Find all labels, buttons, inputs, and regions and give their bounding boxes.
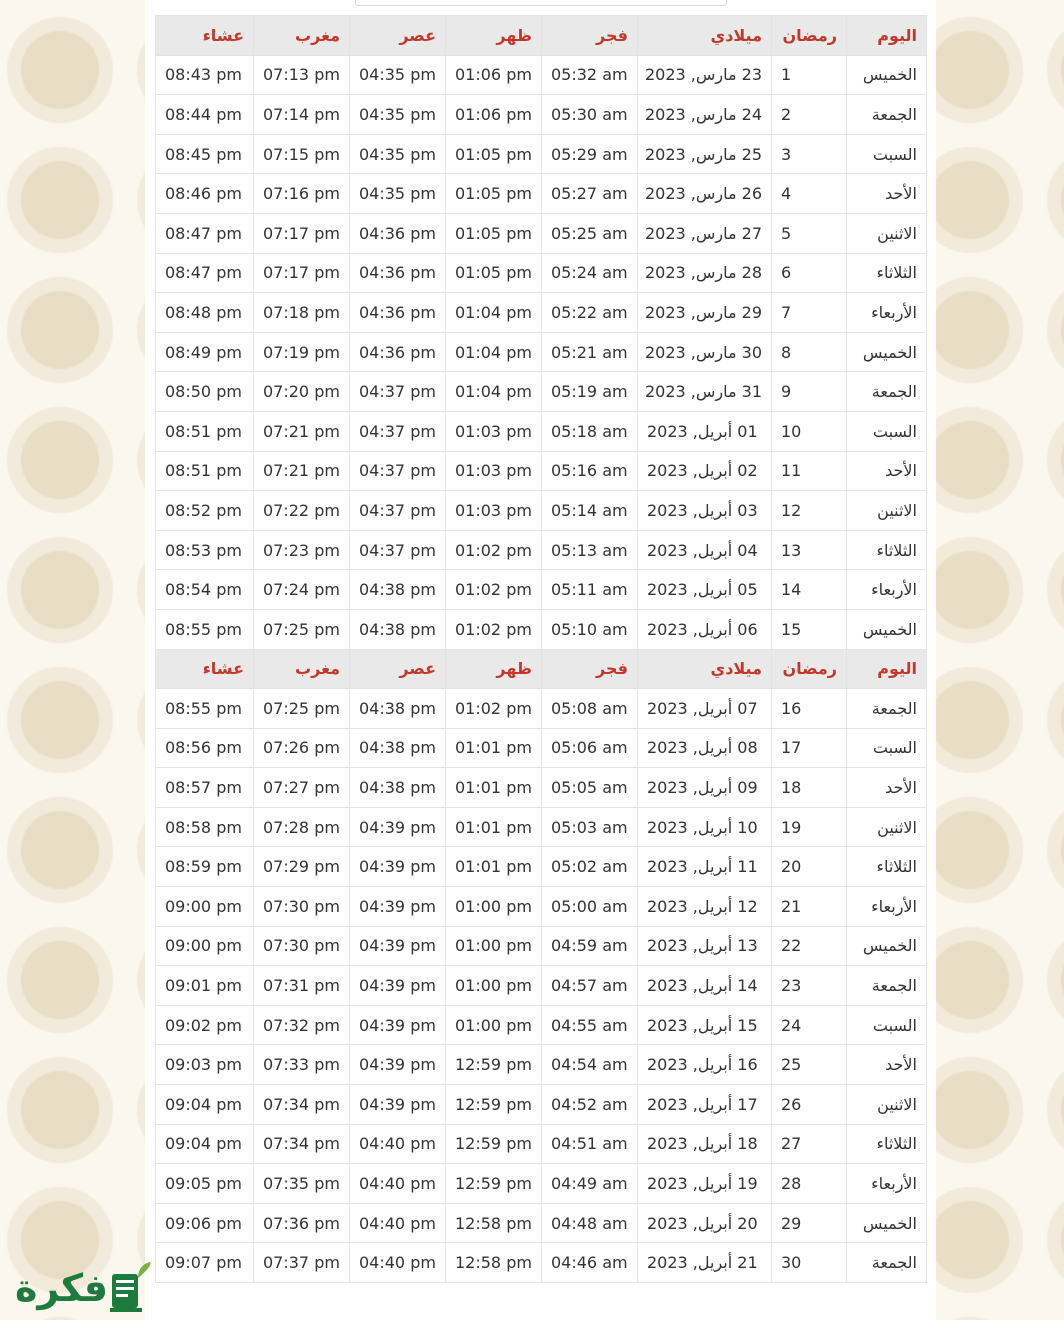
gregorian-date-cell: 24 مارس, 2023 bbox=[638, 95, 772, 135]
dhuhr-time-cell: 12:58 pm bbox=[446, 1203, 542, 1243]
day-cell: الأربعاء bbox=[847, 570, 927, 610]
fajr-time-cell: 04:46 am bbox=[542, 1243, 638, 1283]
gregorian-date-cell: 20 أبريل, 2023 bbox=[638, 1203, 772, 1243]
table-row bbox=[156, 174, 927, 214]
asr-time-cell: 04:37 pm bbox=[350, 491, 446, 531]
maghrib-time-cell: 07:18 pm bbox=[254, 293, 350, 333]
ramadan-day-cell: 2 bbox=[772, 95, 847, 135]
fajr-time-cell: 05:11 am bbox=[542, 570, 638, 610]
day-cell: الجمعة bbox=[847, 1243, 927, 1283]
prayer-times-table bbox=[155, 15, 927, 1283]
asr-time-cell: 04:35 pm bbox=[350, 95, 446, 135]
gregorian-date-cell: 04 أبريل, 2023 bbox=[638, 530, 772, 570]
dhuhr-time-cell: 01:05 pm bbox=[446, 174, 542, 214]
table-row bbox=[156, 1164, 927, 1204]
maghrib-time-cell: 07:21 pm bbox=[254, 411, 350, 451]
header-isha: عشاء bbox=[156, 16, 254, 56]
gregorian-date-cell: 12 أبريل, 2023 bbox=[638, 887, 772, 927]
dhuhr-time-cell: 01:02 pm bbox=[446, 689, 542, 729]
table-row bbox=[156, 95, 927, 135]
dhuhr-time-cell: 01:04 pm bbox=[446, 372, 542, 412]
ramadan-day-cell: 22 bbox=[772, 926, 847, 966]
fajr-time-cell: 05:14 am bbox=[542, 491, 638, 531]
isha-time-cell: 09:06 pm bbox=[156, 1203, 254, 1243]
dhuhr-time-cell: 01:03 pm bbox=[446, 451, 542, 491]
dhuhr-time-cell: 01:05 pm bbox=[446, 253, 542, 293]
table-row bbox=[156, 768, 927, 808]
header-dhuhr: ظهر bbox=[446, 16, 542, 56]
gregorian-date-cell: 27 مارس, 2023 bbox=[638, 213, 772, 253]
day-cell: السبت bbox=[847, 728, 927, 768]
day-cell: الخميس bbox=[847, 926, 927, 966]
asr-time-cell: 04:39 pm bbox=[350, 1085, 446, 1125]
table-row bbox=[156, 728, 927, 768]
ramadan-day-cell: 3 bbox=[772, 134, 847, 174]
isha-time-cell: 08:43 pm bbox=[156, 55, 254, 95]
table-row bbox=[156, 55, 927, 95]
asr-time-cell: 04:36 pm bbox=[350, 253, 446, 293]
dhuhr-time-cell: 01:06 pm bbox=[446, 95, 542, 135]
gregorian-date-cell: 31 مارس, 2023 bbox=[638, 372, 772, 412]
header-gregorian: ميلادي bbox=[638, 16, 772, 56]
logo-text: فكرة bbox=[14, 1265, 108, 1310]
isha-time-cell: 08:51 pm bbox=[156, 451, 254, 491]
asr-time-cell: 04:40 pm bbox=[350, 1164, 446, 1204]
ramadan-day-cell: 1 bbox=[772, 55, 847, 95]
table-header-repeat bbox=[156, 649, 927, 689]
table-row bbox=[156, 411, 927, 451]
table-row bbox=[156, 1085, 927, 1125]
dhuhr-time-cell: 01:01 pm bbox=[446, 847, 542, 887]
dhuhr-time-cell: 01:02 pm bbox=[446, 570, 542, 610]
maghrib-time-cell: 07:26 pm bbox=[254, 728, 350, 768]
isha-time-cell: 08:47 pm bbox=[156, 213, 254, 253]
header-maghrib: مغرب bbox=[254, 16, 350, 56]
maghrib-time-cell: 07:15 pm bbox=[254, 134, 350, 174]
day-cell: الأحد bbox=[847, 174, 927, 214]
dhuhr-time-cell: 01:06 pm bbox=[446, 55, 542, 95]
fajr-time-cell: 05:05 am bbox=[542, 768, 638, 808]
dhuhr-time-cell: 01:03 pm bbox=[446, 411, 542, 451]
gregorian-date-cell: 26 مارس, 2023 bbox=[638, 174, 772, 214]
header-ramadan: رمضان bbox=[772, 16, 847, 56]
isha-time-cell: 09:04 pm bbox=[156, 1085, 254, 1125]
fajr-time-cell: 05:25 am bbox=[542, 213, 638, 253]
maghrib-time-cell: 07:33 pm bbox=[254, 1045, 350, 1085]
table-row bbox=[156, 609, 927, 649]
ramadan-day-cell: 13 bbox=[772, 530, 847, 570]
fajr-time-cell: 05:19 am bbox=[542, 372, 638, 412]
header-isha: عشاء bbox=[156, 649, 254, 689]
fajr-time-cell: 05:06 am bbox=[542, 728, 638, 768]
table-row bbox=[156, 689, 927, 729]
isha-time-cell: 08:44 pm bbox=[156, 95, 254, 135]
gregorian-date-cell: 29 مارس, 2023 bbox=[638, 293, 772, 333]
isha-time-cell: 09:07 pm bbox=[156, 1243, 254, 1283]
fajr-time-cell: 04:59 am bbox=[542, 926, 638, 966]
gregorian-date-cell: 09 أبريل, 2023 bbox=[638, 768, 772, 808]
table-row bbox=[156, 1124, 927, 1164]
asr-time-cell: 04:35 pm bbox=[350, 134, 446, 174]
gregorian-date-cell: 19 أبريل, 2023 bbox=[638, 1164, 772, 1204]
asr-time-cell: 04:35 pm bbox=[350, 174, 446, 214]
dhuhr-time-cell: 01:05 pm bbox=[446, 134, 542, 174]
day-cell: الأحد bbox=[847, 451, 927, 491]
day-cell: الأحد bbox=[847, 768, 927, 808]
dhuhr-time-cell: 01:00 pm bbox=[446, 966, 542, 1006]
gregorian-date-cell: 07 أبريل, 2023 bbox=[638, 689, 772, 729]
gregorian-date-cell: 05 أبريل, 2023 bbox=[638, 570, 772, 610]
header-asr: عصر bbox=[350, 16, 446, 56]
asr-time-cell: 04:38 pm bbox=[350, 728, 446, 768]
table-row bbox=[156, 213, 927, 253]
header-maghrib: مغرب bbox=[254, 649, 350, 689]
fajr-time-cell: 05:22 am bbox=[542, 293, 638, 333]
ramadan-day-cell: 17 bbox=[772, 728, 847, 768]
maghrib-time-cell: 07:32 pm bbox=[254, 1005, 350, 1045]
ramadan-day-cell: 23 bbox=[772, 966, 847, 1006]
maghrib-time-cell: 07:21 pm bbox=[254, 451, 350, 491]
isha-time-cell: 08:45 pm bbox=[156, 134, 254, 174]
gregorian-date-cell: 16 أبريل, 2023 bbox=[638, 1045, 772, 1085]
header-dhuhr: ظهر bbox=[446, 649, 542, 689]
asr-time-cell: 04:38 pm bbox=[350, 570, 446, 610]
gregorian-date-cell: 30 مارس, 2023 bbox=[638, 332, 772, 372]
header-gregorian: ميلادي bbox=[638, 649, 772, 689]
isha-time-cell: 08:53 pm bbox=[156, 530, 254, 570]
dhuhr-time-cell: 01:00 pm bbox=[446, 887, 542, 927]
day-cell: الثلاثاء bbox=[847, 253, 927, 293]
asr-time-cell: 04:36 pm bbox=[350, 293, 446, 333]
day-cell: الجمعة bbox=[847, 966, 927, 1006]
fajr-time-cell: 05:29 am bbox=[542, 134, 638, 174]
dhuhr-time-cell: 01:02 pm bbox=[446, 609, 542, 649]
maghrib-time-cell: 07:31 pm bbox=[254, 966, 350, 1006]
asr-time-cell: 04:40 pm bbox=[350, 1243, 446, 1283]
maghrib-time-cell: 07:23 pm bbox=[254, 530, 350, 570]
table-row bbox=[156, 926, 927, 966]
table-row bbox=[156, 1005, 927, 1045]
isha-time-cell: 08:55 pm bbox=[156, 609, 254, 649]
asr-time-cell: 04:40 pm bbox=[350, 1124, 446, 1164]
ramadan-day-cell: 6 bbox=[772, 253, 847, 293]
asr-time-cell: 04:38 pm bbox=[350, 768, 446, 808]
asr-time-cell: 04:39 pm bbox=[350, 1045, 446, 1085]
asr-time-cell: 04:37 pm bbox=[350, 530, 446, 570]
ramadan-day-cell: 19 bbox=[772, 807, 847, 847]
table-row bbox=[156, 847, 927, 887]
table-row bbox=[156, 530, 927, 570]
ramadan-day-cell: 10 bbox=[772, 411, 847, 451]
day-cell: الثلاثاء bbox=[847, 847, 927, 887]
fajr-time-cell: 05:16 am bbox=[542, 451, 638, 491]
fajr-time-cell: 05:00 am bbox=[542, 887, 638, 927]
isha-time-cell: 09:00 pm bbox=[156, 926, 254, 966]
isha-time-cell: 08:58 pm bbox=[156, 807, 254, 847]
dhuhr-time-cell: 01:01 pm bbox=[446, 728, 542, 768]
asr-time-cell: 04:39 pm bbox=[350, 966, 446, 1006]
fajr-time-cell: 04:54 am bbox=[542, 1045, 638, 1085]
maghrib-time-cell: 07:17 pm bbox=[254, 213, 350, 253]
gregorian-date-cell: 15 أبريل, 2023 bbox=[638, 1005, 772, 1045]
content-page bbox=[145, 0, 936, 1320]
gregorian-date-cell: 21 أبريل, 2023 bbox=[638, 1243, 772, 1283]
ramadan-day-cell: 21 bbox=[772, 887, 847, 927]
isha-time-cell: 08:55 pm bbox=[156, 689, 254, 729]
ramadan-day-cell: 20 bbox=[772, 847, 847, 887]
day-cell: الاثنين bbox=[847, 213, 927, 253]
header-ramadan: رمضان bbox=[772, 649, 847, 689]
gregorian-date-cell: 01 أبريل, 2023 bbox=[638, 411, 772, 451]
gregorian-date-cell: 08 أبريل, 2023 bbox=[638, 728, 772, 768]
day-cell: السبت bbox=[847, 134, 927, 174]
gregorian-date-cell: 11 أبريل, 2023 bbox=[638, 847, 772, 887]
table-row bbox=[156, 451, 927, 491]
asr-time-cell: 04:35 pm bbox=[350, 55, 446, 95]
maghrib-time-cell: 07:30 pm bbox=[254, 887, 350, 927]
fajr-time-cell: 05:24 am bbox=[542, 253, 638, 293]
fajr-time-cell: 05:27 am bbox=[542, 174, 638, 214]
ramadan-day-cell: 18 bbox=[772, 768, 847, 808]
fajr-time-cell: 05:18 am bbox=[542, 411, 638, 451]
table-row bbox=[156, 372, 927, 412]
day-cell: الجمعة bbox=[847, 689, 927, 729]
asr-time-cell: 04:37 pm bbox=[350, 451, 446, 491]
isha-time-cell: 08:56 pm bbox=[156, 728, 254, 768]
gregorian-date-cell: 18 أبريل, 2023 bbox=[638, 1124, 772, 1164]
isha-time-cell: 08:50 pm bbox=[156, 372, 254, 412]
fajr-time-cell: 05:03 am bbox=[542, 807, 638, 847]
maghrib-time-cell: 07:27 pm bbox=[254, 768, 350, 808]
ramadan-day-cell: 30 bbox=[772, 1243, 847, 1283]
header-fajr: فجر bbox=[542, 16, 638, 56]
ramadan-day-cell: 24 bbox=[772, 1005, 847, 1045]
fajr-time-cell: 05:02 am bbox=[542, 847, 638, 887]
isha-time-cell: 08:46 pm bbox=[156, 174, 254, 214]
ramadan-day-cell: 26 bbox=[772, 1085, 847, 1125]
table-row bbox=[156, 807, 927, 847]
dhuhr-time-cell: 01:04 pm bbox=[446, 293, 542, 333]
maghrib-time-cell: 07:14 pm bbox=[254, 95, 350, 135]
isha-time-cell: 09:03 pm bbox=[156, 1045, 254, 1085]
fajr-time-cell: 05:13 am bbox=[542, 530, 638, 570]
asr-time-cell: 04:39 pm bbox=[350, 887, 446, 927]
asr-time-cell: 04:36 pm bbox=[350, 332, 446, 372]
day-cell: الجمعة bbox=[847, 372, 927, 412]
ramadan-day-cell: 15 bbox=[772, 609, 847, 649]
day-cell: الاثنين bbox=[847, 491, 927, 531]
ramadan-day-cell: 7 bbox=[772, 293, 847, 333]
dhuhr-time-cell: 12:59 pm bbox=[446, 1164, 542, 1204]
table-row bbox=[156, 1203, 927, 1243]
fajr-time-cell: 05:30 am bbox=[542, 95, 638, 135]
dhuhr-time-cell: 12:59 pm bbox=[446, 1085, 542, 1125]
dhuhr-time-cell: 12:59 pm bbox=[446, 1045, 542, 1085]
day-cell: السبت bbox=[847, 1005, 927, 1045]
maghrib-time-cell: 07:16 pm bbox=[254, 174, 350, 214]
fajr-time-cell: 04:57 am bbox=[542, 966, 638, 1006]
maghrib-time-cell: 07:20 pm bbox=[254, 372, 350, 412]
isha-time-cell: 08:47 pm bbox=[156, 253, 254, 293]
maghrib-time-cell: 07:19 pm bbox=[254, 332, 350, 372]
fajr-time-cell: 05:10 am bbox=[542, 609, 638, 649]
header-day: اليوم bbox=[847, 649, 927, 689]
day-cell: الثلاثاء bbox=[847, 530, 927, 570]
maghrib-time-cell: 07:29 pm bbox=[254, 847, 350, 887]
maghrib-time-cell: 07:35 pm bbox=[254, 1164, 350, 1204]
dhuhr-time-cell: 01:04 pm bbox=[446, 332, 542, 372]
isha-time-cell: 08:51 pm bbox=[156, 411, 254, 451]
maghrib-time-cell: 07:37 pm bbox=[254, 1243, 350, 1283]
maghrib-time-cell: 07:22 pm bbox=[254, 491, 350, 531]
maghrib-time-cell: 07:13 pm bbox=[254, 55, 350, 95]
gregorian-date-cell: 28 مارس, 2023 bbox=[638, 253, 772, 293]
table-row bbox=[156, 570, 927, 610]
isha-time-cell: 09:02 pm bbox=[156, 1005, 254, 1045]
fajr-time-cell: 04:48 am bbox=[542, 1203, 638, 1243]
dhuhr-time-cell: 12:59 pm bbox=[446, 1124, 542, 1164]
table-row bbox=[156, 966, 927, 1006]
day-cell: الثلاثاء bbox=[847, 1124, 927, 1164]
ramadan-day-cell: 28 bbox=[772, 1164, 847, 1204]
ramadan-day-cell: 12 bbox=[772, 491, 847, 531]
day-cell: الجمعة bbox=[847, 95, 927, 135]
fajr-time-cell: 05:21 am bbox=[542, 332, 638, 372]
day-cell: الأربعاء bbox=[847, 293, 927, 333]
header-fajr: فجر bbox=[542, 649, 638, 689]
ramadan-day-cell: 8 bbox=[772, 332, 847, 372]
ramadan-day-cell: 5 bbox=[772, 213, 847, 253]
table-row bbox=[156, 253, 927, 293]
gregorian-date-cell: 10 أبريل, 2023 bbox=[638, 807, 772, 847]
maghrib-time-cell: 07:36 pm bbox=[254, 1203, 350, 1243]
ramadan-day-cell: 4 bbox=[772, 174, 847, 214]
day-cell: الاثنين bbox=[847, 1085, 927, 1125]
gregorian-date-cell: 25 مارس, 2023 bbox=[638, 134, 772, 174]
fajr-time-cell: 05:08 am bbox=[542, 689, 638, 729]
table-row bbox=[156, 887, 927, 927]
asr-time-cell: 04:40 pm bbox=[350, 1203, 446, 1243]
day-cell: الأربعاء bbox=[847, 1164, 927, 1204]
table-header-row bbox=[156, 16, 927, 56]
book-leaf-icon bbox=[108, 1260, 152, 1316]
table-row bbox=[156, 1243, 927, 1283]
maghrib-time-cell: 07:28 pm bbox=[254, 807, 350, 847]
maghrib-time-cell: 07:34 pm bbox=[254, 1085, 350, 1125]
maghrib-time-cell: 07:24 pm bbox=[254, 570, 350, 610]
day-cell: السبت bbox=[847, 411, 927, 451]
gregorian-date-cell: 14 أبريل, 2023 bbox=[638, 966, 772, 1006]
search-input[interactable] bbox=[355, 0, 727, 6]
fajr-time-cell: 04:49 am bbox=[542, 1164, 638, 1204]
isha-time-cell: 08:52 pm bbox=[156, 491, 254, 531]
gregorian-date-cell: 02 أبريل, 2023 bbox=[638, 451, 772, 491]
table-row bbox=[156, 134, 927, 174]
asr-time-cell: 04:36 pm bbox=[350, 213, 446, 253]
day-cell: الخميس bbox=[847, 332, 927, 372]
fajr-time-cell: 05:32 am bbox=[542, 55, 638, 95]
site-logo[interactable] bbox=[0, 1255, 160, 1320]
maghrib-time-cell: 07:30 pm bbox=[254, 926, 350, 966]
asr-time-cell: 04:39 pm bbox=[350, 807, 446, 847]
maghrib-time-cell: 07:25 pm bbox=[254, 689, 350, 729]
ramadan-day-cell: 16 bbox=[772, 689, 847, 729]
day-cell: الأربعاء bbox=[847, 887, 927, 927]
asr-time-cell: 04:38 pm bbox=[350, 689, 446, 729]
isha-time-cell: 08:54 pm bbox=[156, 570, 254, 610]
asr-time-cell: 04:37 pm bbox=[350, 411, 446, 451]
gregorian-date-cell: 13 أبريل, 2023 bbox=[638, 926, 772, 966]
maghrib-time-cell: 07:17 pm bbox=[254, 253, 350, 293]
dhuhr-time-cell: 01:05 pm bbox=[446, 213, 542, 253]
day-cell: الأحد bbox=[847, 1045, 927, 1085]
dhuhr-time-cell: 01:02 pm bbox=[446, 530, 542, 570]
gregorian-date-cell: 03 أبريل, 2023 bbox=[638, 491, 772, 531]
isha-time-cell: 09:04 pm bbox=[156, 1124, 254, 1164]
ramadan-day-cell: 11 bbox=[772, 451, 847, 491]
fajr-time-cell: 04:55 am bbox=[542, 1005, 638, 1045]
header-day: اليوم bbox=[847, 16, 927, 56]
table-row bbox=[156, 293, 927, 333]
ramadan-day-cell: 29 bbox=[772, 1203, 847, 1243]
table-row bbox=[156, 1045, 927, 1085]
gregorian-date-cell: 06 أبريل, 2023 bbox=[638, 609, 772, 649]
asr-time-cell: 04:39 pm bbox=[350, 1005, 446, 1045]
header-asr: عصر bbox=[350, 649, 446, 689]
dhuhr-time-cell: 12:58 pm bbox=[446, 1243, 542, 1283]
table-header-row bbox=[156, 649, 927, 689]
table-row bbox=[156, 332, 927, 372]
isha-time-cell: 08:57 pm bbox=[156, 768, 254, 808]
gregorian-date-cell: 23 مارس, 2023 bbox=[638, 55, 772, 95]
ramadan-day-cell: 25 bbox=[772, 1045, 847, 1085]
asr-time-cell: 04:39 pm bbox=[350, 926, 446, 966]
table-row bbox=[156, 491, 927, 531]
isha-time-cell: 09:05 pm bbox=[156, 1164, 254, 1204]
asr-time-cell: 04:38 pm bbox=[350, 609, 446, 649]
day-cell: الخميس bbox=[847, 55, 927, 95]
isha-time-cell: 08:59 pm bbox=[156, 847, 254, 887]
ramadan-day-cell: 27 bbox=[772, 1124, 847, 1164]
ramadan-day-cell: 9 bbox=[772, 372, 847, 412]
isha-time-cell: 08:49 pm bbox=[156, 332, 254, 372]
dhuhr-time-cell: 01:00 pm bbox=[446, 1005, 542, 1045]
maghrib-time-cell: 07:34 pm bbox=[254, 1124, 350, 1164]
dhuhr-time-cell: 01:03 pm bbox=[446, 491, 542, 531]
day-cell: الخميس bbox=[847, 609, 927, 649]
gregorian-date-cell: 17 أبريل, 2023 bbox=[638, 1085, 772, 1125]
table-body-part1 bbox=[156, 55, 927, 649]
isha-time-cell: 09:01 pm bbox=[156, 966, 254, 1006]
table-body-part2 bbox=[156, 689, 927, 1283]
day-cell: الخميس bbox=[847, 1203, 927, 1243]
fajr-time-cell: 04:52 am bbox=[542, 1085, 638, 1125]
dhuhr-time-cell: 01:01 pm bbox=[446, 807, 542, 847]
asr-time-cell: 04:39 pm bbox=[350, 847, 446, 887]
dhuhr-time-cell: 01:00 pm bbox=[446, 926, 542, 966]
isha-time-cell: 08:48 pm bbox=[156, 293, 254, 333]
day-cell: الاثنين bbox=[847, 807, 927, 847]
ramadan-day-cell: 14 bbox=[772, 570, 847, 610]
maghrib-time-cell: 07:25 pm bbox=[254, 609, 350, 649]
fajr-time-cell: 04:51 am bbox=[542, 1124, 638, 1164]
asr-time-cell: 04:37 pm bbox=[350, 372, 446, 412]
dhuhr-time-cell: 01:01 pm bbox=[446, 768, 542, 808]
isha-time-cell: 09:00 pm bbox=[156, 887, 254, 927]
